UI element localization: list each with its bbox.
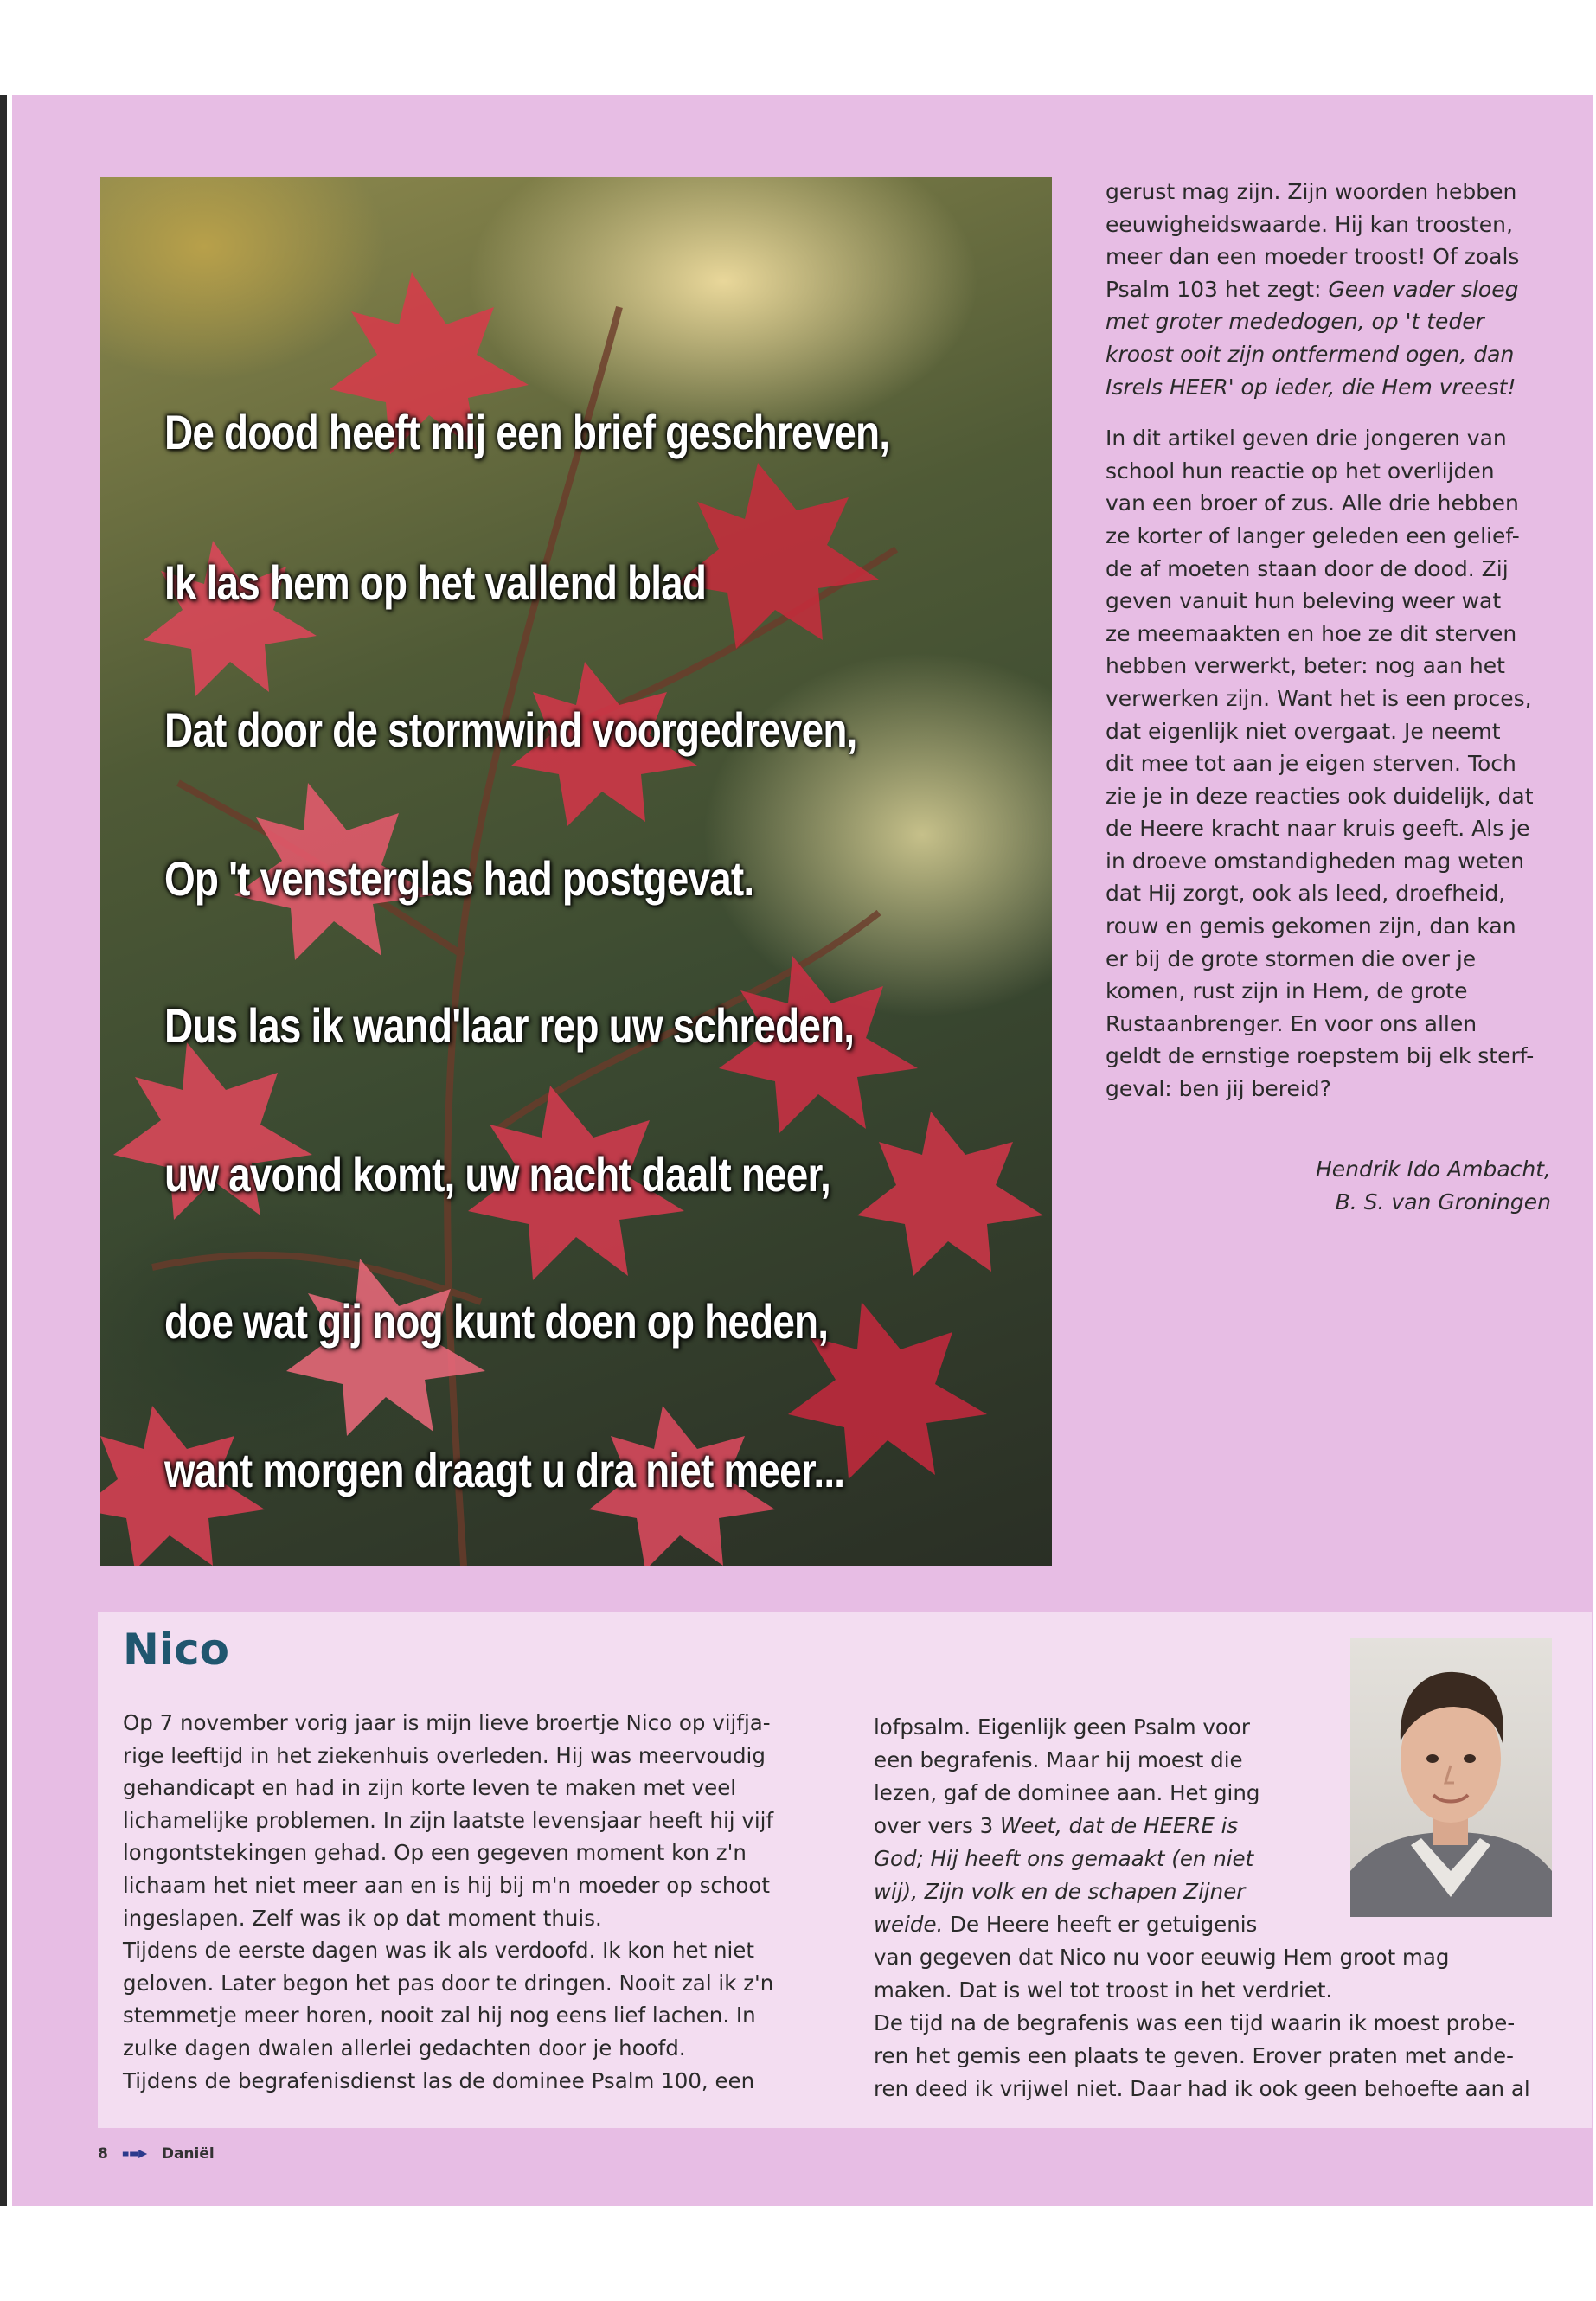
text-line: De tijd na de begrafenis was een tijd waarin ik moest probe- — [874, 2010, 1516, 2035]
quote-text: weide. — [874, 1912, 944, 1937]
text-line: dat eigenlijk niet overgaat. Je neemt — [1106, 718, 1501, 744]
text-line: ren deed ik vrijwel niet. Daar had ik ook geen behoefte aan al — [874, 2076, 1530, 2101]
text-line: ren het gemis een plaats te geven. Erover praten met ande- — [874, 2043, 1514, 2068]
poem-line: Op 't vensterglas had postgevat. — [164, 851, 754, 906]
quote-text: wij), Zijn volk en de schapen Zijner — [874, 1879, 1246, 1904]
text-line: over vers 3 — [874, 1813, 994, 1838]
text-line: Tijdens de begrafenisdienst las de dominee Psalm 100, een — [123, 2067, 755, 2093]
text-line: lichaam het niet meer aan en is hij bij m'n moeder op schoot — [123, 1872, 770, 1898]
nico-paragraph — [123, 1707, 832, 2097]
text-line: meer dan een moeder troost! Of zoals — [1106, 244, 1520, 270]
text-line: van een broer of zus. Alle drie hebben — [1106, 490, 1519, 516]
text-line: lezen, gaf de dominee aan. Het ging — [874, 1780, 1260, 1805]
quote-text: Isrels HEER' op ieder, die Hem vreest! — [1106, 374, 1516, 400]
text-line: zie je in deze reacties ook duidelijk, dat — [1106, 783, 1534, 809]
poem-line: Ik las hem op het vallend blad — [164, 555, 707, 610]
text-line: dit mee tot aan je eigen sterven. Toch — [1106, 751, 1516, 777]
text-line: van gegeven dat Nico nu voor eeuwig Hem groot mag — [874, 1945, 1450, 1970]
intro-article — [1106, 176, 1555, 1106]
text-line: dat Hij zorgt, ook als leed, droefheid, — [1106, 881, 1506, 907]
text-line: lichamelijke problemen. In zijn laatste levensjaar heeft hij vijf — [123, 1807, 774, 1833]
text-line: Rustaanbrenger. En voor ons allen — [1106, 1010, 1477, 1036]
text-line: gerust mag zijn. Zijn woorden hebben — [1106, 179, 1517, 204]
arrow-right-icon — [120, 2150, 150, 2158]
text-line: een begrafenis. Maar hij moest die — [874, 1747, 1243, 1772]
text-line: Psalm 103 het zegt: — [1106, 276, 1322, 302]
text-line: de af moeten staan door de dood. Zij — [1106, 555, 1509, 581]
page-footer — [98, 2145, 215, 2163]
magazine-name: Daniël — [161, 2145, 215, 2163]
text-line: stemmetje meer horen, nooit zal hij nog eens lief lachen. In — [123, 2003, 756, 2029]
text-line: school hun reactie op het overlijden — [1106, 458, 1495, 484]
nico-column-2 — [874, 1711, 1566, 2106]
nico-paragraph — [874, 1711, 1566, 2106]
author-location: Hendrik Ido Ambacht, — [1315, 1157, 1551, 1182]
text-line: er bij de grote stormen die over je — [1106, 945, 1477, 971]
author-name: B. S. van Groningen — [1335, 1189, 1551, 1215]
text-line: in droeve omstandigheden mag weten — [1106, 848, 1525, 874]
poem-photo — [100, 177, 1052, 1566]
text-line: rouw en gemis gekomen zijn, dan kan — [1106, 913, 1516, 939]
poem-line: De dood heeft mij een brief geschreven, — [164, 405, 890, 459]
text-line: lofpsalm. Eigenlijk geen Psalm voor — [874, 1715, 1250, 1740]
text-line: Tijdens de eerste dagen was ik als verdoofd. Ik kon het niet — [123, 1938, 754, 1964]
quote-text: Geen vader sloeg — [1328, 276, 1519, 302]
text-line: rige leeftijd in het ziekenhuis overleden. Hij was meervoudig — [123, 1742, 766, 1768]
poem-line: Dus las ik wand'laar rep uw schreden, — [164, 998, 855, 1053]
text-line: geloven. Later begon het pas door te dringen. Nooit zal ik z'n — [123, 1970, 774, 1996]
poem-line: uw avond komt, uw nacht daalt neer, — [164, 1147, 830, 1202]
text-line: geven vanuit hun beleving weer wat — [1106, 588, 1502, 614]
text-line: ingeslapen. Zelf was ik op dat moment thuis. — [123, 1905, 602, 1931]
intro-paragraph-1 — [1106, 176, 1555, 403]
text-line: de Heere kracht naar kruis geeft. Als je — [1106, 816, 1530, 842]
text-line: Op 7 november vorig jaar is mijn lieve broertje Nico op vijfja- — [123, 1710, 771, 1735]
text-line: maken. Dat is wel tot troost in het verdriet. — [874, 1977, 1333, 2003]
quote-text: God; Hij heeft ons gemaakt (en niet — [874, 1846, 1254, 1871]
left-edge-rule — [0, 95, 7, 2206]
text-line: komen, rust zijn in Hem, de grote — [1106, 978, 1468, 1004]
quote-text: kroost ooit zijn ontfermend ogen, dan — [1106, 341, 1515, 367]
quote-text: met groter mededogen, op 't teder — [1106, 309, 1484, 335]
text-line: zulke dagen dwalen allerlei gedachten door je hoofd. — [123, 2035, 686, 2061]
poem-text — [100, 177, 1052, 1566]
text-line: In dit artikel geven drie jongeren van — [1106, 426, 1507, 452]
nico-column-1 — [123, 1707, 832, 2097]
text-line: hebben verwerkt, beter: nog aan het — [1106, 653, 1505, 679]
text-line: geval: ben jij bereid? — [1106, 1076, 1331, 1102]
text-line: longontstekingen gehad. Op een gegeven moment kon z'n — [123, 1840, 747, 1866]
poem-line: want morgen draagt u dra niet meer... — [164, 1443, 845, 1497]
quote-text: Weet, dat de HEERE is — [1000, 1813, 1239, 1838]
text-line: ze meemaakten en hoe ze dit sterven — [1106, 620, 1517, 646]
poem-line: Dat door de stormwind voorgedreven, — [164, 702, 857, 757]
text-line: gehandicapt en had in zijn korte leven te maken met veel — [123, 1775, 737, 1801]
text-line: eeuwigheidswaarde. Hij kan troosten, — [1106, 211, 1513, 237]
text-line: ze korter of langer geleden een gelief- — [1106, 522, 1520, 548]
text-line: geldt de ernstige roepstem bij elk sterf- — [1106, 1043, 1535, 1069]
intro-paragraph-2 — [1106, 422, 1555, 1105]
page-number: 8 — [98, 2145, 108, 2163]
text-line: verwerken zijn. Want het is een proces, — [1106, 685, 1532, 711]
text-line: De Heere heeft er getuigenis — [950, 1912, 1258, 1937]
poem-line: doe wat gij nog kunt doen op heden, — [164, 1294, 829, 1349]
author-signature — [1316, 1153, 1551, 1219]
section-title: Nico — [123, 1625, 229, 1675]
